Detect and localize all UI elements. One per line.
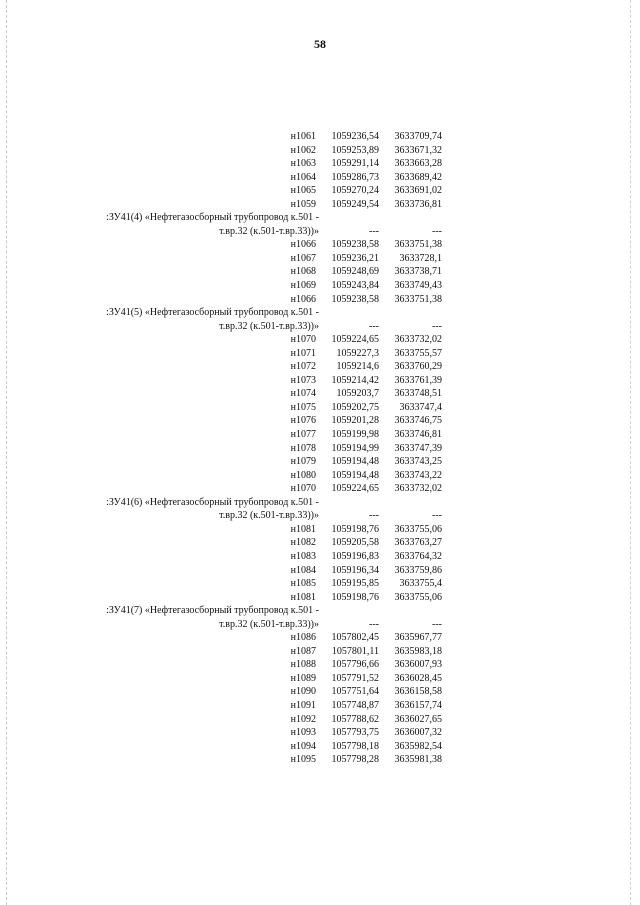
x-coordinate: 1057798,18 (331, 740, 379, 752)
point-id: н1087 (290, 645, 316, 657)
point-id: н1089 (290, 672, 316, 684)
x-coordinate: 1059196,34 (331, 564, 379, 576)
point-id: н1092 (290, 713, 316, 725)
point-id: н1063 (290, 158, 316, 170)
coordinate-row (60, 740, 460, 754)
page-number: 58 (314, 37, 326, 51)
y-placeholder: --- (432, 618, 442, 630)
point-id: н1062 (290, 144, 316, 156)
y-coordinate: 3635967,77 (394, 632, 442, 644)
x-coordinate: 1059214,6 (336, 361, 379, 373)
coordinate-row (60, 658, 460, 672)
point-id: н1082 (290, 537, 316, 549)
x-coordinate: 1059227,3 (336, 347, 379, 359)
section-heading: т.вр.32 (к.501-т.вр.33))» (219, 320, 319, 332)
x-placeholder: --- (369, 510, 379, 522)
x-coordinate: 1059248,69 (331, 266, 379, 278)
y-coordinate: 3633751,38 (394, 293, 442, 305)
y-coordinate: 3633759,86 (394, 564, 442, 576)
y-coordinate: 3636157,74 (394, 699, 442, 711)
x-coordinate: 1059194,48 (331, 469, 379, 481)
coordinate-row (60, 482, 460, 496)
x-coordinate: 1057798,28 (331, 754, 379, 766)
y-coordinate: 3633743,22 (394, 469, 442, 481)
section-heading: т.вр.32 (к.501-т.вр.33))» (219, 510, 319, 522)
x-coordinate: 1057788,62 (331, 713, 379, 725)
x-coordinate: 1059205,58 (331, 537, 379, 549)
x-placeholder: --- (369, 320, 379, 332)
coordinate-row (60, 360, 460, 374)
point-id: н1068 (290, 266, 316, 278)
point-id: н1078 (290, 442, 316, 454)
point-id: н1088 (290, 659, 316, 671)
coordinate-row (60, 238, 460, 252)
y-coordinate: 3633755,57 (394, 347, 442, 359)
y-coordinate: 3636158,58 (394, 686, 442, 698)
y-coordinate: 3635983,18 (394, 645, 442, 657)
point-id: н1093 (290, 727, 316, 739)
coordinate-row (60, 171, 460, 185)
point-id: н1077 (290, 429, 316, 441)
x-coordinate: 1059270,24 (331, 185, 379, 197)
y-coordinate: 3633751,38 (394, 239, 442, 251)
y-coordinate: 3635982,54 (394, 740, 442, 752)
section-heading-row (60, 320, 460, 334)
coordinate-row (60, 591, 460, 605)
coordinates-table (60, 130, 460, 767)
section-heading-row (60, 509, 460, 523)
point-id: н1081 (290, 591, 316, 603)
point-id: н1070 (290, 334, 316, 346)
y-coordinate: 3633764,32 (394, 550, 442, 562)
y-coordinate: 3633755,06 (394, 523, 442, 535)
x-coordinate: 1059291,14 (331, 158, 379, 170)
section-heading: :ЗУ41(7) «Нефтегазосборный трубопровод к.501 - (106, 605, 319, 617)
x-coordinate: 1059238,58 (331, 239, 379, 251)
point-id: н1076 (290, 415, 316, 427)
x-coordinate: 1059194,99 (331, 442, 379, 454)
x-coordinate: 1059224,65 (331, 483, 379, 495)
y-coordinate: 3633743,25 (394, 456, 442, 468)
y-coordinate: 3633738,71 (394, 266, 442, 278)
x-placeholder: --- (369, 225, 379, 237)
y-coordinate: 3635981,38 (394, 754, 442, 766)
coordinate-row (60, 469, 460, 483)
coordinate-row (60, 564, 460, 578)
point-id: н1059 (290, 198, 316, 210)
x-coordinate: 1059201,28 (331, 415, 379, 427)
x-coordinate: 1057801,11 (331, 645, 379, 657)
y-coordinate: 3633761,39 (394, 374, 442, 386)
y-placeholder: --- (432, 510, 442, 522)
point-id: н1061 (290, 131, 316, 142)
y-coordinate: 3633691,02 (394, 185, 442, 197)
coordinate-row (60, 184, 460, 198)
coordinate-row (60, 753, 460, 767)
section-heading-row (60, 618, 460, 632)
x-coordinate: 1059194,48 (331, 456, 379, 468)
x-coordinate: 1059224,65 (331, 334, 379, 346)
point-id: н1070 (290, 483, 316, 495)
y-coordinate: 3636007,93 (394, 659, 442, 671)
point-id: н1090 (290, 686, 316, 698)
point-id: н1085 (290, 578, 316, 590)
point-id: н1073 (290, 374, 316, 386)
y-coordinate: 3633747,39 (394, 442, 442, 454)
y-placeholder: --- (432, 225, 442, 237)
scan-edge-left (6, 0, 7, 905)
y-coordinate: 3633709,74 (394, 131, 442, 142)
section-heading: :ЗУ41(5) «Нефтегазосборный трубопровод к.501 - (106, 307, 319, 319)
x-coordinate: 1059253,89 (331, 144, 379, 156)
x-coordinate: 1057796,66 (331, 659, 379, 671)
y-coordinate: 3633746,75 (394, 415, 442, 427)
x-coordinate: 1059202,75 (331, 401, 379, 413)
point-id: н1071 (290, 347, 316, 359)
coordinate-row (60, 442, 460, 456)
coordinate-row (60, 645, 460, 659)
coordinate-row (60, 455, 460, 469)
section-heading-row (60, 225, 460, 239)
coordinate-row (60, 685, 460, 699)
section-heading: :ЗУ41(4) «Нефтегазосборный трубопровод к.501 - (106, 212, 319, 224)
x-coordinate: 1059243,84 (331, 280, 379, 292)
y-coordinate: 3633732,02 (394, 483, 442, 495)
point-id: н1095 (290, 754, 316, 766)
point-id: н1080 (290, 469, 316, 481)
y-coordinate: 3633755,4 (399, 578, 442, 590)
coordinate-row (60, 672, 460, 686)
coordinate-row (60, 550, 460, 564)
coordinate-row (60, 198, 460, 212)
y-coordinate: 3633763,27 (394, 537, 442, 549)
coordinate-row (60, 401, 460, 415)
coordinate-row (60, 130, 460, 144)
coordinate-row (60, 252, 460, 266)
y-coordinate: 3633671,32 (394, 144, 442, 156)
y-coordinate: 3633749,43 (394, 280, 442, 292)
y-coordinate: 3633746,81 (394, 429, 442, 441)
section-heading: :ЗУ41(6) «Нефтегазосборный трубопровод к.501 - (106, 496, 319, 508)
x-coordinate: 1059214,42 (331, 374, 379, 386)
coordinate-row (60, 713, 460, 727)
y-coordinate: 3633689,42 (394, 171, 442, 183)
x-coordinate: 1059236,54 (331, 131, 379, 142)
x-coordinate: 1057793,75 (331, 727, 379, 739)
y-coordinate: 3633747,4 (399, 401, 442, 413)
x-coordinate: 1059195,85 (331, 578, 379, 590)
point-id: н1075 (290, 401, 316, 413)
y-coordinate: 3633728,1 (399, 252, 442, 264)
coordinate-row (60, 428, 460, 442)
x-coordinate: 1059196,83 (331, 550, 379, 562)
y-placeholder: --- (432, 320, 442, 332)
point-id: н1091 (290, 699, 316, 711)
x-coordinate: 1059199,98 (331, 429, 379, 441)
point-id: н1086 (290, 632, 316, 644)
y-coordinate: 3633736,81 (394, 198, 442, 210)
y-coordinate: 3633663,28 (394, 158, 442, 170)
x-coordinate: 1057802,45 (331, 632, 379, 644)
point-id: н1074 (290, 388, 316, 400)
coordinate-row (60, 144, 460, 158)
point-id: н1084 (290, 564, 316, 576)
y-coordinate: 3633748,51 (394, 388, 442, 400)
coordinate-row (60, 699, 460, 713)
coordinate-row (60, 265, 460, 279)
point-id: н1066 (290, 293, 316, 305)
section-heading-row (60, 211, 460, 225)
coordinate-row (60, 293, 460, 307)
coordinate-row (60, 577, 460, 591)
coordinate-row (60, 536, 460, 550)
coordinate-row (60, 631, 460, 645)
coordinate-row (60, 726, 460, 740)
y-coordinate: 3636007,32 (394, 727, 442, 739)
coordinate-row (60, 333, 460, 347)
point-id: н1066 (290, 239, 316, 251)
coordinate-row (60, 414, 460, 428)
x-coordinate: 1057791,52 (331, 672, 379, 684)
x-coordinate: 1057748,87 (331, 699, 379, 711)
scan-edge-right (630, 0, 631, 905)
point-id: н1094 (290, 740, 316, 752)
point-id: н1067 (290, 252, 316, 264)
x-coordinate: 1059198,76 (331, 523, 379, 535)
y-coordinate: 3633732,02 (394, 334, 442, 346)
coordinate-row (60, 523, 460, 537)
section-heading-row (60, 496, 460, 510)
coordinate-row (60, 347, 460, 361)
x-placeholder: --- (369, 618, 379, 630)
x-coordinate: 1059203,7 (336, 388, 379, 400)
coordinate-row (60, 157, 460, 171)
point-id: н1081 (290, 523, 316, 535)
x-coordinate: 1059286,73 (331, 171, 379, 183)
point-id: н1069 (290, 280, 316, 292)
y-coordinate: 3633755,06 (394, 591, 442, 603)
point-id: н1083 (290, 550, 316, 562)
section-heading: т.вр.32 (к.501-т.вр.33))» (219, 225, 319, 237)
point-id: н1072 (290, 361, 316, 373)
x-coordinate: 1059236,21 (331, 252, 379, 264)
y-coordinate: 3633760,29 (394, 361, 442, 373)
coordinate-row (60, 279, 460, 293)
point-id: н1064 (290, 171, 316, 183)
point-id: н1079 (290, 456, 316, 468)
section-heading: т.вр.32 (к.501-т.вр.33))» (219, 618, 319, 630)
point-id: н1065 (290, 185, 316, 197)
x-coordinate: 1059198,76 (331, 591, 379, 603)
section-heading-row (60, 604, 460, 618)
coordinate-row (60, 374, 460, 388)
y-coordinate: 3636027,65 (394, 713, 442, 725)
coordinate-row (60, 387, 460, 401)
x-coordinate: 1059238,58 (331, 293, 379, 305)
x-coordinate: 1059249,54 (331, 198, 379, 210)
x-coordinate: 1057751,64 (331, 686, 379, 698)
y-coordinate: 3636028,45 (394, 672, 442, 684)
section-heading-row (60, 306, 460, 320)
